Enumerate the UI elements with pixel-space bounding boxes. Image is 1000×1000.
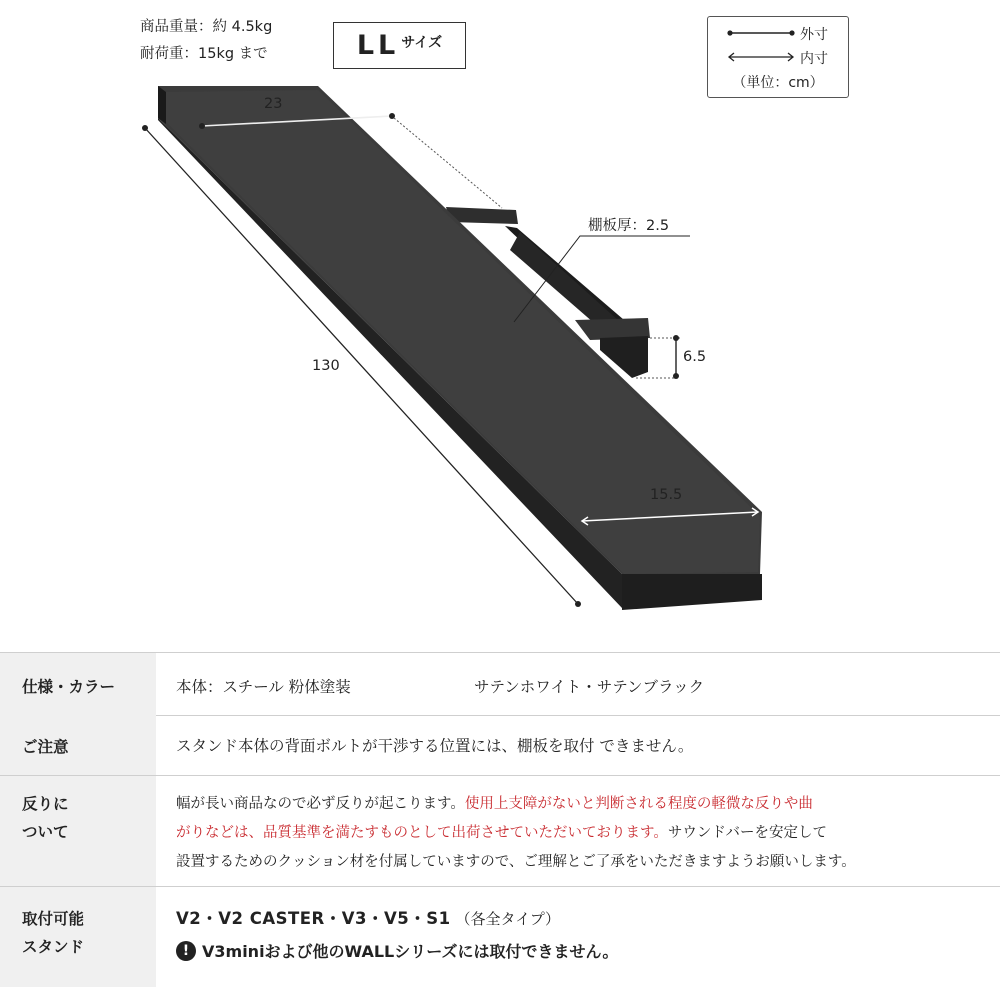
dim-label-6-5: 6.5 — [683, 349, 707, 365]
spec-head-warp: 反りに ついて — [0, 776, 156, 886]
dim-label-23: 23 — [264, 96, 283, 112]
compatible-stands — [176, 905, 560, 929]
spec-body-caution: スタンド本体の背面ボルトが干渉する位置には、棚板を取付 できません。 — [176, 737, 694, 755]
spec-head-caution: ご注意 — [0, 715, 156, 775]
dim-label-shelf-thickness: 棚板厚：2.5 — [588, 218, 670, 234]
spec-row-warp — [0, 776, 1000, 887]
shelf-front-face — [622, 574, 762, 610]
stand-list-note: （各全タイプ） — [455, 910, 560, 928]
spec-body-material: 本体：スチール 粉体塗装 — [176, 678, 351, 696]
stand-list: V2・V2 CASTER・V3・V5・S1 — [176, 909, 451, 928]
incompatible-warning — [176, 939, 618, 962]
spec-row-material — [0, 652, 1000, 716]
dim-label-15-5: 15.5 — [650, 487, 683, 503]
spec-body-colors: サテンホワイト・サテンブラック — [474, 678, 705, 696]
weight-line: 商品重量：約 4.5kg — [140, 19, 273, 35]
spec-row-caution — [0, 715, 1000, 776]
size-main-label: LL — [356, 30, 400, 61]
spec-body-warp: 幅が長い商品なので必ず反りが起こります。使用上支障がないと判断される程度の軽微な反りや曲 がりなどは、品質基準を満たすものとして出荷させていただいております。サウンドバーを安定して 設置するためのクッション材を付属していますので、ご理解とご了承をいただきますようお願いします。 — [176, 796, 856, 870]
legend-outer-label: 外寸 — [800, 27, 828, 43]
spec-row-stands — [0, 887, 1000, 987]
dim-label-130: 130 — [312, 358, 340, 374]
warning-icon: ! — [176, 941, 196, 961]
warning-text: V3miniおよび他のWALLシリーズには取付できません。 — [202, 942, 619, 961]
legend-unit: （単位：cm） — [732, 75, 824, 91]
shelf-side-strip — [158, 86, 166, 124]
spec-head-stands: 取付可能 スタンド — [0, 887, 156, 987]
load-line: 耐荷重：15kg まで — [140, 46, 268, 62]
spec-head-material: 仕様・カラー — [0, 653, 156, 715]
size-suffix-label: サイズ — [401, 34, 443, 51]
legend-inner-label: 内寸 — [800, 51, 828, 67]
